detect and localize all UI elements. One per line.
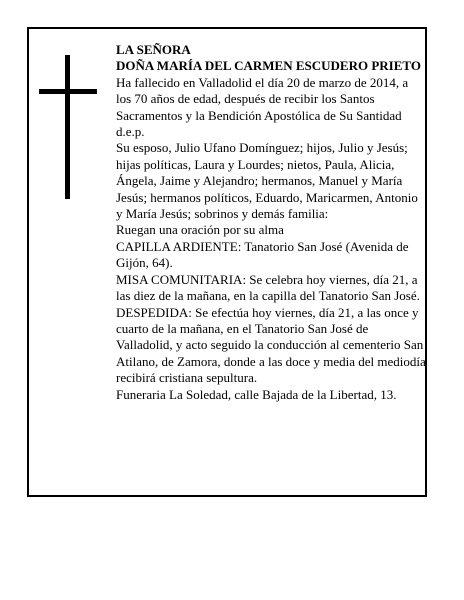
death-announcement: Ha fallecido en Valladolid el día 20 de marzo de 2014, a los 70 años de edad, después de recibir los Santos Sacramentos y la Bendición Apostólica de Su Santidad d.e.p. bbox=[116, 74, 409, 140]
chapel-info: CAPILLA ARDIENTE: Tanatorio San José (Avenida de Gijón, 64). bbox=[116, 238, 409, 271]
obituary-notice bbox=[27, 27, 427, 497]
funeral-home: Funeraria La Soledad, calle Bajada de la Libertad, 13. bbox=[116, 386, 397, 402]
cross-horizontal-bar bbox=[39, 89, 97, 94]
deceased-name: DOÑA MARÍA DEL CARMEN ESCUDERO PRIETO bbox=[116, 58, 421, 74]
prayer-request: Ruegan una oración por su alma bbox=[116, 222, 284, 238]
family-list: Su esposo, Julio Ufano Domínguez; hijos, Julio y Jesús; hijas políticas, Laura y Lourdes; nietos, Paula, Alicia, Ángela, Jaime y Alejandro; hermanos, Manuel y María Jesús; hermanos políticos, Eduardo, Maricarmen, Antonio y María Jesús; sobrinos y demás familia: bbox=[116, 140, 418, 222]
cross-vertical-bar bbox=[65, 55, 70, 199]
farewell-info: DESPEDIDA: Se efectúa hoy viernes, día 21, a las once y cuarto de la mañana, en el Tanatorio San José de Valladolid, y acto seguido la conducción al cementerio San Atilano, de Zamora, donde a las doce y media del mediodía recibirá cristiana sepultura. bbox=[116, 304, 426, 386]
cross-icon bbox=[39, 55, 99, 199]
notice-text bbox=[116, 42, 426, 403]
mass-info: MISA COMUNITARIA: Se celebra hoy viernes, día 21, a las diez de la mañana, en la capilla del Tanatorio San José. bbox=[116, 271, 420, 304]
notice-title: LA SEÑORA bbox=[116, 42, 191, 57]
